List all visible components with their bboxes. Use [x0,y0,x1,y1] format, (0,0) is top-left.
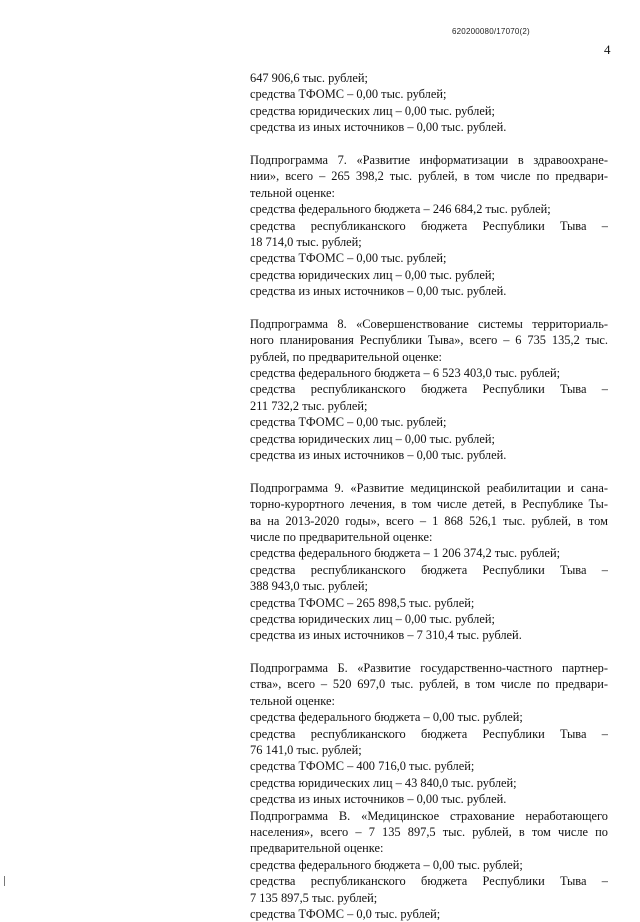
text-line: средства ТФОМС – 0,0 тыс. рублей; [250,906,441,921]
text-line: 7 135 897,5 тыс. рублей; [250,890,378,905]
text-line: средства юридических лиц – 0,00 тыс. рублей; [250,611,495,626]
paragraph-gap [250,136,608,152]
text-line: числе по предварительной оценке: [250,529,433,544]
text-line: средства федерального бюджета – 0,00 тыс. рублей; [250,857,523,872]
text-line: средства республиканского бюджета Республики Тыва – [250,726,608,741]
text-line: средства республиканского бюджета Республики Тыва – [250,382,608,397]
text-line: предварительной оценке: [250,841,384,856]
text-line: средства федерального бюджета – 246 684,2 тыс. рублей; [250,202,551,217]
text-line: средства из иных источников – 0,00 тыс. рублей. [250,447,507,462]
text-line: средства из иных источников – 0,00 тыс. рублей. [250,284,507,299]
paragraph-gap [250,299,608,315]
text-line: Подпрограмма 8. «Совершенствование системы территориаль- [250,316,608,331]
text-line: средства федерального бюджета – 6 523 403,0 тыс. рублей; [250,366,561,381]
text-line: 76 141,0 тыс. рублей; [250,743,362,758]
text-line: средства республиканского бюджета Республики Тыва – [250,562,608,577]
text-line: тельной оценке: [250,185,335,200]
text-line: средства ТФОМС – 0,00 тыс. рублей; [250,251,447,266]
text-line: средства из иных источников – 0,00 тыс. рублей. [250,792,507,807]
text-line: средства юридических лиц – 0,00 тыс. рублей; [250,103,495,118]
text-line: ства», всего – 520 697,0 тыс. рублей, в том числе по предвари- [250,677,608,692]
text-line: 388 943,0 тыс. рублей; [250,579,368,594]
text-line: средства юридических лиц – 43 840,0 тыс. рублей; [250,775,517,790]
text-line: рублей, по предварительной оценке: [250,349,442,364]
text-line: Подпрограмма 9. «Развитие медицинской реабилитации и сана- [250,480,608,495]
text-line: Подпрограмма Б. «Развитие государственно-частного партнер- [250,661,608,676]
paragraph-gap [250,644,608,660]
text-line: средства юридических лиц – 0,00 тыс. рублей; [250,267,495,282]
text-line: средства юридических лиц – 0,00 тыс. рублей; [250,431,495,446]
text-line: средства федерального бюджета – 1 206 374,2 тыс. рублей; [250,546,561,561]
text-line: средства республиканского бюджета Республики Тыва – [250,218,608,233]
scan-margin-mark [4,876,5,886]
text-line: средства ТФОМС – 265 898,5 тыс. рублей; [250,595,475,610]
text-line: населения», всего – 7 135 897,5 тыс. рублей, в том числе по [250,824,608,839]
text-line: средства из иных источников – 0,00 тыс. рублей. [250,120,507,135]
document-id: 620200080/17070(2) [452,27,530,36]
text-line: средства ТФОМС – 0,00 тыс. рублей; [250,87,447,102]
text-line: средства федерального бюджета – 0,00 тыс. рублей; [250,710,523,725]
text-line: нии», всего – 265 398,2 тыс. рублей, в том числе по предвари- [250,169,608,184]
text-line: средства республиканского бюджета Республики Тыва – [250,874,608,889]
text-line: тельной оценке: [250,693,335,708]
text-line: средства ТФОМС – 400 716,0 тыс. рублей; [250,759,475,774]
text-line: ного планирования Республики Тыва», всего – 6 735 135,2 тыс. [250,333,608,348]
text-line: Подпрограмма В. «Медицинское страхование неработающего [250,808,608,823]
text-line: 211 732,2 тыс. рублей; [250,398,368,413]
text-line: Подпрограмма 7. «Развитие информатизации в здравоохране- [250,152,608,167]
page-number: 4 [604,42,611,57]
text-line: 18 714,0 тыс. рублей; [250,234,362,249]
text-line: ва на 2013-2020 годы», всего – 1 868 526,1 тыс. рублей, в том [250,513,608,528]
text-line: торно-курортного лечения, в том числе детей, в Республике Ты- [250,497,608,512]
text-line: средства ТФОМС – 0,00 тыс. рублей; [250,415,447,430]
document-body [250,70,608,922]
paragraph-gap [250,463,608,479]
text-line: 647 906,6 тыс. рублей; [250,71,368,85]
text-line: средства из иных источников – 7 310,4 тыс. рублей. [250,628,522,643]
